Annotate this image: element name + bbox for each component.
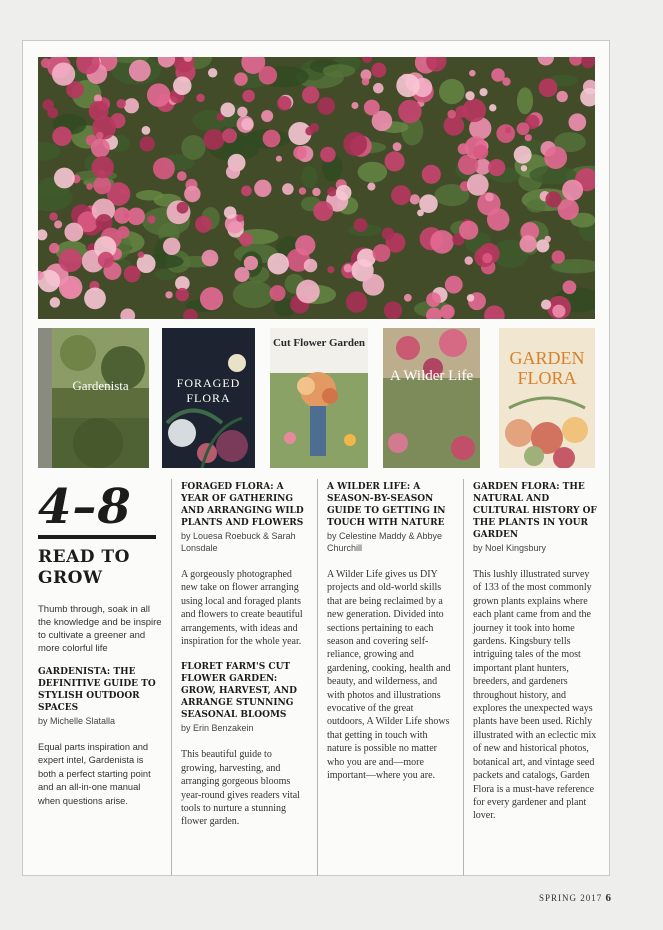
rose-blossom xyxy=(539,78,558,97)
rose-blossom xyxy=(226,165,240,179)
rose-blossom xyxy=(419,194,438,213)
rose-blossom xyxy=(491,68,505,82)
rose-blossom xyxy=(521,165,527,171)
rose-blossom xyxy=(373,83,384,94)
rose-blossom xyxy=(351,102,358,109)
rose-blossom xyxy=(254,180,271,197)
rose-blossom xyxy=(440,305,455,319)
rose-blossom xyxy=(465,256,473,264)
rose-blossom xyxy=(479,88,487,96)
rose-blossom xyxy=(391,185,411,205)
book-description: This lushly illustrated survey of 133 of the most commonly grown plants explains where each plant came from and the journey it took into home gardens. Kingsbury tells intriguing tales of the most important plant hunters, breeders, and gardeners throughout history, and explores the unexpected ways plants have been used. Richly illustrated with an eclectic mix of new and historical photos, botanical art, and vintage seed packets and catalogs, Garden Flora is a must-have reference for every gardener and plant lover. xyxy=(473,569,597,822)
book-description: This beautiful guide to growing, harvesting, and arranging gorgeous blooms year-round gives readers vital tools to nurture a stunning flower garden. xyxy=(181,749,300,828)
rose-blossom xyxy=(124,98,139,113)
rose-blossom xyxy=(305,127,314,136)
column-2 xyxy=(181,481,307,829)
rose-blossom xyxy=(354,218,368,232)
rose-blossom xyxy=(404,294,412,302)
rose-blossom xyxy=(362,78,370,86)
rose-blossom xyxy=(184,186,200,202)
magazine-page xyxy=(22,40,610,876)
rose-blossom xyxy=(293,146,307,160)
rose-blossom xyxy=(244,256,258,270)
rose-blossom xyxy=(52,62,75,85)
book-byline: by Celestine Maddy & Abbye Churchill xyxy=(327,531,443,553)
cover-garden-flora xyxy=(499,328,595,468)
rose-blossom xyxy=(92,156,114,178)
cover-title: A Wilder Life xyxy=(389,368,474,384)
rose-blossom xyxy=(320,147,336,163)
rose-blossom xyxy=(173,76,192,95)
rose-blossom xyxy=(467,294,475,302)
rose-blossom xyxy=(384,301,402,319)
rose-blossom xyxy=(482,253,492,263)
rose-blossom xyxy=(426,292,441,307)
rose-blossom xyxy=(552,305,565,318)
rose-blossom xyxy=(563,280,577,294)
rose-blossom xyxy=(525,134,532,141)
rose-blossom xyxy=(54,168,75,189)
rose-blossom xyxy=(552,250,565,263)
cover-title: FORAGED FLORA xyxy=(176,376,241,405)
rose-blossom xyxy=(140,136,155,151)
rose-blossom xyxy=(138,251,144,257)
rose-blossom xyxy=(362,274,384,296)
rose-blossom xyxy=(545,191,561,207)
rose-blossom xyxy=(123,212,130,219)
rose-blossom xyxy=(371,63,386,78)
rose-blossom xyxy=(176,288,189,301)
rose-blossom xyxy=(344,264,353,273)
rose-blossom xyxy=(117,99,126,108)
rose-garden-photo xyxy=(38,57,595,319)
rose-blossom xyxy=(462,99,486,123)
rose-blossom xyxy=(222,128,237,143)
rose-blossom xyxy=(220,103,235,118)
column-4 xyxy=(473,481,599,823)
rose-blossom xyxy=(430,230,454,254)
book-description: A Wilder Life gives us DIY projects and old-world skills that are being reclaimed by a new generation. Divided into sections pertaining to each season and covering self-reliance, growing and gardening, cooking, health and beauty, and wilderness, and with photos and illustrations evocative of the great outdoors, A Wilder Life shows that getting in touch with nature is possible no matter who you are and—more important—where you are. xyxy=(327,569,451,782)
issue-label: SPRING 2017 xyxy=(538,893,603,903)
cover-title: GARDEN FLORA xyxy=(509,348,585,388)
rose-blossom xyxy=(317,97,335,115)
book-byline: by Michelle Slatalla xyxy=(38,716,116,726)
rose-blossom xyxy=(195,216,212,233)
book-description: A gorgeously photographed new take on flower arranging using local and foraged plants and flowers to create beautiful arrangements, with ideas and inspiration for the whole year. xyxy=(181,569,303,648)
rose-blossom xyxy=(304,259,318,273)
rose-blossom xyxy=(224,206,236,218)
rose-blossom xyxy=(147,83,171,107)
rose-blossom xyxy=(562,180,583,201)
leaf-shape xyxy=(323,64,356,77)
rose-blossom xyxy=(444,115,465,136)
rose-blossom xyxy=(514,146,532,164)
rose-blossom xyxy=(92,116,116,140)
cover-foraged-flora xyxy=(162,328,255,468)
column-3 xyxy=(327,481,453,783)
rose-blossom xyxy=(47,107,58,118)
rose-blossom xyxy=(241,186,252,197)
leaf-shape xyxy=(527,199,546,212)
rose-blossom xyxy=(393,142,402,151)
leaf-shape xyxy=(181,135,205,160)
rose-blossom xyxy=(49,243,60,254)
cover-cut-flower-garden xyxy=(270,328,368,468)
cover-title: Cut Flower Garden xyxy=(272,337,366,349)
rose-blossom xyxy=(59,276,82,299)
rose-blossom xyxy=(367,183,375,191)
rose-blossom xyxy=(239,233,253,247)
rose-blossom xyxy=(568,113,586,131)
rose-blossom xyxy=(313,201,333,221)
rose-blossom xyxy=(261,110,273,122)
rose-blossom xyxy=(346,291,367,312)
rose-blossom xyxy=(163,238,180,255)
rose-blossom xyxy=(485,193,494,202)
rose-blossom xyxy=(364,100,380,116)
book-byline: by Noel Kingsbury xyxy=(473,543,547,553)
rose-blossom xyxy=(52,126,72,146)
rose-blossom xyxy=(142,126,151,135)
rose-blossom xyxy=(208,68,217,77)
rose-blossom xyxy=(505,127,511,133)
rose-blossom xyxy=(50,297,60,307)
section-number: 4–8 xyxy=(38,479,132,535)
cover-title: Gardenista xyxy=(72,378,129,393)
rose-blossom xyxy=(49,212,57,220)
book-title: GARDEN FLORA: THE NATURAL AND CULTURAL HISTORY OF THE PLANTS IN YOUR GARDEN xyxy=(473,482,597,540)
rose-blossom xyxy=(91,139,110,158)
rose-blossom xyxy=(410,194,420,204)
rose-blossom xyxy=(447,110,456,119)
rose-blossom xyxy=(234,72,248,86)
cover-a-wilder-life xyxy=(383,328,480,468)
rose-blossom xyxy=(177,202,189,214)
rose-blossom xyxy=(382,228,394,240)
rose-blossom xyxy=(496,124,515,143)
rose-blossom xyxy=(235,267,250,282)
rose-blossom xyxy=(196,94,205,103)
rose-blossom xyxy=(54,220,62,228)
rose-blossom xyxy=(544,236,550,242)
rose-blossom xyxy=(465,91,474,100)
rose-blossom xyxy=(259,66,278,85)
leaf-shape xyxy=(301,166,317,188)
rose-blossom xyxy=(299,187,306,194)
rose-blossom xyxy=(263,130,281,148)
rose-blossom xyxy=(59,249,83,273)
section-title: READ TO GROW xyxy=(38,547,130,588)
rose-blossom xyxy=(541,299,551,309)
rose-blossom xyxy=(373,244,391,262)
rose-blossom xyxy=(445,276,463,294)
rose-blossom xyxy=(396,74,419,97)
book-title: GARDENISTA: THE DEFINITIVE GUIDE TO STYLISH OUTDOOR SPACES xyxy=(38,667,156,713)
rose-blossom xyxy=(469,70,476,77)
rose-blossom xyxy=(544,146,567,169)
rose-blossom xyxy=(267,253,288,274)
rose-blossom xyxy=(86,183,93,190)
rose-blossom xyxy=(302,86,319,103)
book-title: FLORET FARM'S CUT FLOWER GARDEN: GROW, HARVEST, AND ARRANGE STUNNING SEASONAL BLOOMS xyxy=(181,662,297,721)
rose-blossom xyxy=(276,156,282,162)
rose-blossom xyxy=(487,208,510,231)
rose-blossom xyxy=(270,285,286,301)
rose-blossom xyxy=(282,183,294,195)
rose-blossom xyxy=(277,96,292,111)
rose-blossom xyxy=(203,129,224,150)
rose-blossom xyxy=(96,132,103,139)
leaf-shape xyxy=(136,190,163,200)
rose-blossom xyxy=(385,151,405,171)
leaf-shape xyxy=(439,79,465,104)
book-description: Equal parts inspiration and expert intel, Gardenista is both a perfect starting point and an all-in-one manual when questions arise. xyxy=(38,742,151,806)
leaf-shape xyxy=(233,281,274,308)
rose-blossom xyxy=(127,208,145,226)
rose-blossom xyxy=(165,291,172,298)
rose-blossom xyxy=(467,174,489,196)
leaf-shape xyxy=(517,87,533,114)
rose-blossom xyxy=(242,90,254,102)
rose-blossom xyxy=(517,122,530,135)
section-intro: Thumb through, soak in all the knowledge and be inspire to cultivate a greener and more colorful life xyxy=(38,604,162,654)
leaf-shape xyxy=(358,162,388,183)
rose-blossom xyxy=(177,171,187,181)
book-entry xyxy=(181,661,307,828)
rose-blossom xyxy=(343,132,367,156)
book-byline: by Louesa Roebuck & Sarah Lonsdale xyxy=(181,531,296,553)
rose-blossom xyxy=(459,221,478,240)
rose-blossom xyxy=(296,280,320,304)
rose-blossom xyxy=(129,60,151,82)
rose-blossom xyxy=(236,214,244,222)
cover-gardenista xyxy=(38,328,149,468)
rose-blossom xyxy=(93,176,111,194)
rose-blossom xyxy=(64,223,83,242)
rose-blossom xyxy=(153,158,175,180)
rose-blossom xyxy=(241,118,253,130)
rose-blossom xyxy=(200,287,223,310)
number-rule xyxy=(38,535,156,539)
book-title: A WILDER LIFE: A SEASON-BY-SEASON GUIDE TO GETTING IN TOUCH WITH NATURE xyxy=(327,482,446,528)
rose-blossom xyxy=(336,185,352,201)
rose-blossom xyxy=(237,107,247,117)
column-intro xyxy=(38,481,162,808)
rose-blossom xyxy=(124,266,141,283)
rose-blossom xyxy=(520,235,537,252)
column-divider xyxy=(463,479,464,876)
column-divider xyxy=(317,479,318,876)
rose-blossom xyxy=(422,165,441,184)
book-title: FORAGED FLORA: A YEAR OF GATHERING AND ARRANGING WILD PLANTS AND FLOWERS xyxy=(181,482,304,528)
column-divider xyxy=(171,479,172,876)
page-footer xyxy=(539,892,611,904)
rose-blossom xyxy=(98,252,114,268)
rose-blossom xyxy=(147,215,155,223)
rose-blossom xyxy=(557,91,568,102)
book-byline: by Erin Benzakein xyxy=(181,723,254,734)
page-number: 6 xyxy=(605,892,611,904)
rose-blossom xyxy=(312,188,320,196)
rose-blossom xyxy=(295,235,315,255)
rose-blossom xyxy=(84,287,106,309)
book-entry xyxy=(181,481,307,648)
rose-blossom xyxy=(488,159,505,176)
rose-blossom xyxy=(398,100,422,124)
rose-blossom xyxy=(202,250,219,267)
rose-blossom xyxy=(327,187,337,197)
rose-blossom xyxy=(327,266,334,273)
rose-blossom xyxy=(473,145,488,160)
rose-blossom xyxy=(489,104,496,111)
